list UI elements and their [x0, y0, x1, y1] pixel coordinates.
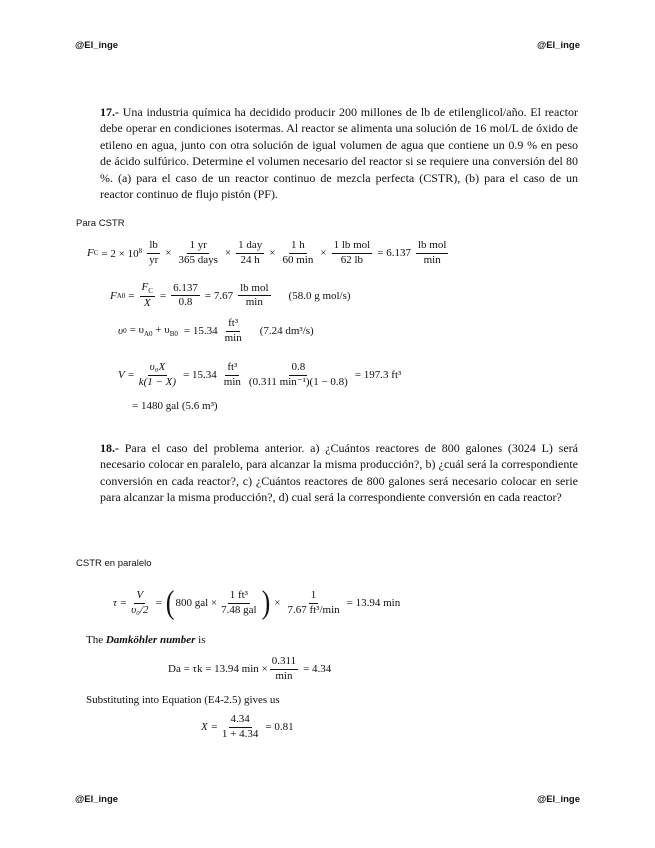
- fc-factor-3: $\frac{\text{1 day}}{24 h}$: [238, 239, 263, 266]
- fa0-fraction-numeric: $\frac{6.137}{0.8}$: [173, 281, 198, 309]
- tau-left-paren: (: [165, 584, 175, 621]
- equation-conversion: [201, 714, 297, 740]
- equation-fc: F C = $2 \times 10^8$ $\frac{lb}{yr}$ × $\frac{1 yr}{\text{365 days}}$ × $\frac{\text{1 day}}{24 h}$ × $\frac{1 h}{60 \min}$ × $\frac{\text{1 lb mol}}{62 lb}$ = 6.137 $\frac{\text{lb mol}}{\min}$: [87, 239, 447, 266]
- fa0-symbol: F: [110, 289, 117, 302]
- fc-factor-1: $\frac{lb}{yr}$: [149, 239, 159, 266]
- header-left-tag: @El_inge: [75, 40, 119, 51]
- equation-volume: [118, 362, 404, 388]
- fa0-result: = 7.67: [204, 289, 234, 302]
- volume-symbol: V =: [118, 369, 135, 382]
- fc-result: = 6.137: [377, 247, 411, 260]
- tau-conversion-factor: $\frac{\text{1 ft³}}{\text{7.48 gal}}$: [221, 589, 257, 616]
- damkohler-intro: The Damköhler number is: [86, 634, 206, 646]
- equation-damkohler: [168, 656, 334, 682]
- substituting-text: Substituting into Equation (E4-2.5) gives us: [86, 694, 280, 706]
- fc-factor-4: $\frac{1 h}{60 \min}$: [282, 239, 314, 266]
- fa0-unit: $\frac{\text{lb mol}}{\min}$: [240, 281, 269, 309]
- tau-right-paren: ): [261, 584, 271, 621]
- problem-17-number: 17.-: [100, 105, 119, 119]
- fa0-subscript: A0: [116, 291, 126, 300]
- fa0-fraction-symbolic: $\frac{F_C}{X}$: [141, 281, 153, 310]
- v0-result: = 15.34: [183, 325, 218, 338]
- problem-18-number: 18.-: [100, 441, 119, 455]
- footer-right-tag: @El_inge: [536, 794, 580, 805]
- volume-result: = 197.3 ft³: [354, 369, 402, 382]
- equation-fa0: F A0 = $\frac{F_C}{X}$ = $\frac{6.137}{0.8}$ = 7.67 $\frac{\text{lb mol}}{\min}$ (58.0 g mol/s): [110, 281, 351, 310]
- tau-result: = 13.94 min: [346, 597, 401, 610]
- equation-tau: τ = $\frac{V}{\text{υ₀/2}}$ = ( 800 gal × $\frac{\text{1 ft³}}{\text{7.48 gal}}$ ) × $\frac{1}{\text{7.67 ft³/min}}$ = 13.94 min: [113, 584, 401, 621]
- header-right-tag: @El_inge: [536, 40, 580, 51]
- problem-17-statement: [100, 104, 578, 202]
- volume-fraction-numeric: $\frac{0.8}{\text{(0.311 min⁻¹)(1 − 0.8)}}$: [248, 361, 348, 388]
- damkohler-term: Damköhler number: [105, 634, 196, 646]
- conversion-fraction: $\frac{4.34}{1 + 4.34}$: [221, 713, 259, 740]
- volume-flow-unit: $\frac{\text{ft³}}{\min}$: [223, 361, 241, 388]
- v0-symbol: υ: [118, 325, 124, 338]
- fa0-si-value: (58.0 g mol/s): [288, 289, 351, 302]
- volume-fraction-symbolic: $\frac{\text{υ₀X}}{k(1 - X)}$: [138, 361, 177, 388]
- conversion-symbol: X =: [201, 721, 218, 734]
- v0-sum: = $\upsilon_{A0} + \upsilon_{B0}$: [129, 324, 178, 339]
- section-cstr-label: Para CSTR: [76, 218, 125, 229]
- tau-volume: 800 gal ×: [175, 597, 218, 610]
- tau-flow-fraction: $\frac{1}{\text{7.67 ft³/min}}$: [287, 589, 340, 616]
- fc-subscript: C: [93, 249, 99, 258]
- conversion-result: = 0.81: [265, 721, 294, 734]
- v0-unit: $\frac{\text{ft³}}{\min}$: [224, 317, 242, 344]
- volume-flow: = 15.34: [183, 369, 217, 382]
- tau-fraction-symbolic: $\frac{V}{\text{υ₀/2}}$: [131, 589, 149, 616]
- equation-v0: υ 0 = $\upsilon_{A0} + \upsilon_{B0}$ = 15.34 $\frac{\text{ft³}}{\min}$ (7.24 dm³/s): [118, 317, 314, 344]
- problem-18-statement: [100, 440, 578, 506]
- volume-result-gallons: = 1480 gal (5.6 m³): [132, 400, 218, 412]
- fc-unit: $\frac{\text{lb mol}}{\min}$: [417, 239, 447, 266]
- fc-factor-2: $\frac{1 yr}{\text{365 days}}$: [178, 239, 218, 266]
- problem-18-text: Para el caso del problema anterior. a) ¿Cuántos reactores de 800 galones (3024 L) será necesario colocar en paralelo, para alcanzar la misma producción?, b) ¿cuál será la correspondiente conversión en cada reactor?, c) ¿Cuántos reactores de 800 galones será necesario colocar en serie para alcanzar la misma producción?, d) cual será la correspondiente conversión en cada reactor?: [100, 441, 578, 505]
- footer-left-tag: @El_inge: [75, 794, 119, 805]
- fc-symbol: F: [87, 247, 94, 260]
- problem-17-text: Una industria química ha decidido producir 200 millones de lb de etilenglicol/año. El reactor debe operar en condiciones isotermas. Al reactor se alimenta una solución de 16 mol/L de óxido de etileno en agua, junto con otra solución de igual volumen de agua que contiene un 0.9 % en peso de ácido sulfúrico. Determine el volumen necesario del reactor si se requiere una conversión del 80 %. (a) para el caso de un reactor continuo de mezcla perfecta (CSTR), (b) para el caso de un reactor continuo de flujo pistón (PF).: [100, 105, 578, 202]
- fc-coefficient: = $2 \times 10^8$: [101, 246, 143, 260]
- da-rate-constant: $\frac{0.311}{\min}$: [271, 655, 297, 682]
- tau-symbol: τ =: [113, 597, 128, 610]
- section-parallel-label: CSTR en paralelo: [76, 558, 152, 569]
- v0-si-value: (7.24 dm³/s): [259, 325, 314, 338]
- da-result: = 4.34: [303, 663, 332, 676]
- da-lhs: Da = τk = 13.94 min ×: [168, 663, 268, 676]
- fc-factor-5: $\frac{\text{1 lb mol}}{62 lb}$: [333, 239, 371, 266]
